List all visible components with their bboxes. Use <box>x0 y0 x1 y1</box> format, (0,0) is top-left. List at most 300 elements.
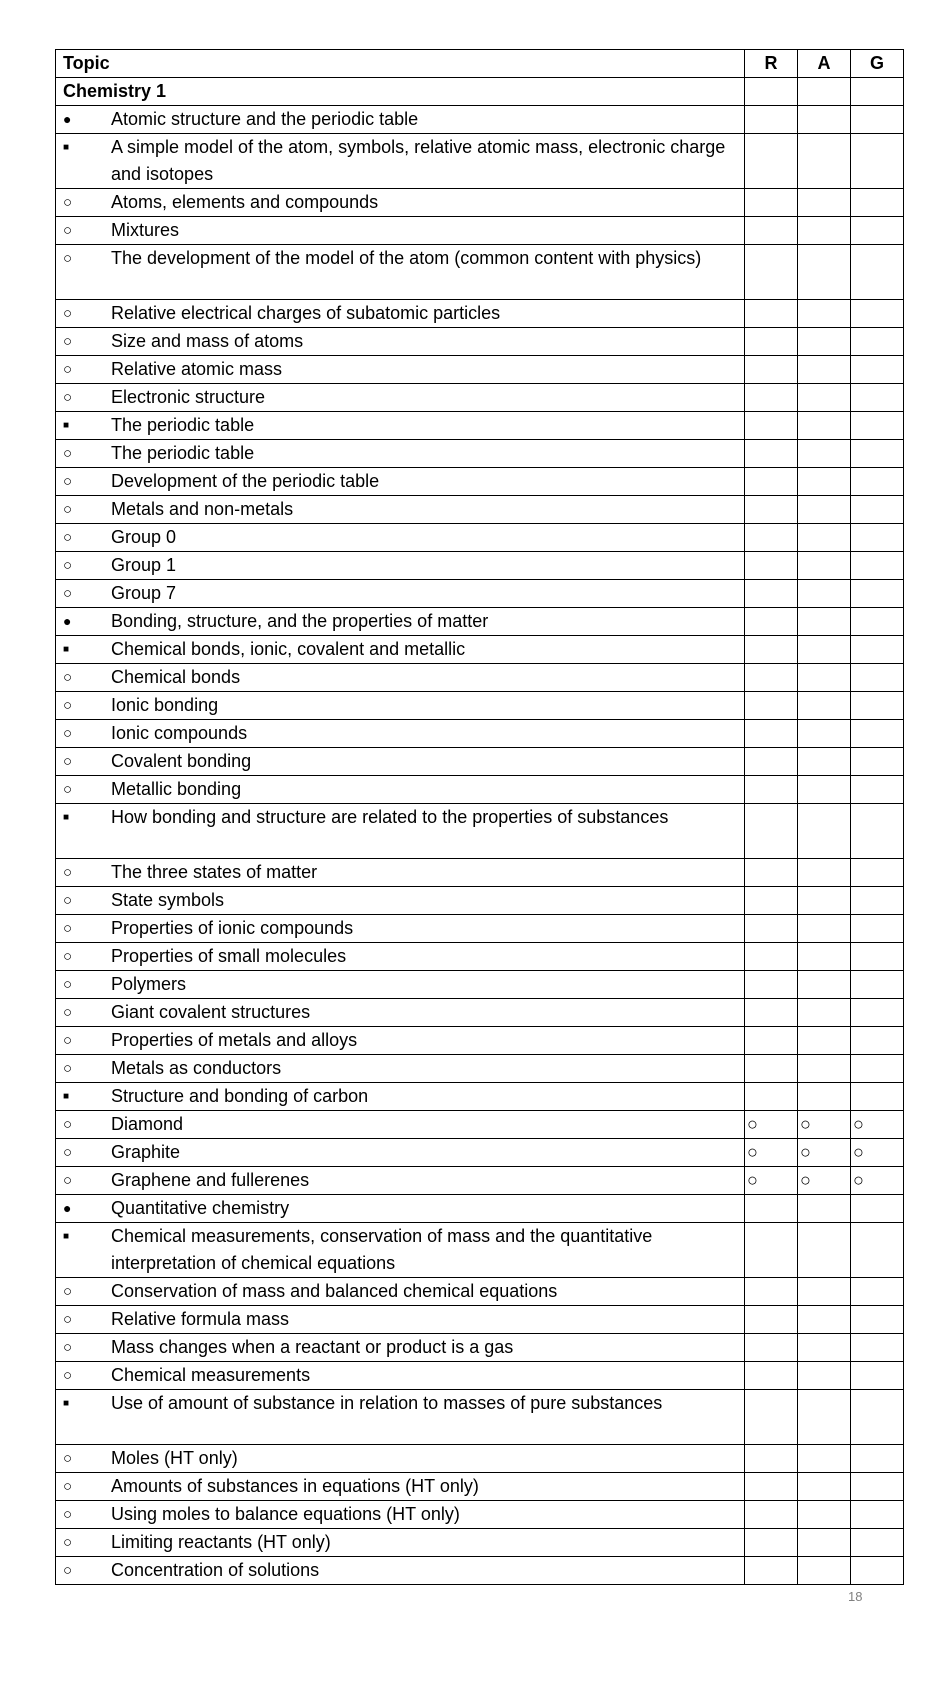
rag-cell-a[interactable] <box>798 1557 851 1585</box>
topic-label: Covalent bonding <box>111 751 252 771</box>
rag-cell-a[interactable] <box>798 1167 851 1195</box>
rag-cell-r[interactable] <box>745 356 798 384</box>
table-row <box>56 1529 904 1557</box>
topic-cell <box>56 1223 745 1278</box>
rag-cell-a[interactable] <box>798 300 851 328</box>
rag-cell-r[interactable] <box>745 1390 798 1445</box>
rag-cell-g[interactable] <box>851 328 904 356</box>
rag-cell-r[interactable] <box>745 440 798 468</box>
topic-label: The three states of matter <box>111 862 318 882</box>
rag-cell-a[interactable] <box>798 1111 851 1139</box>
rag-cell-a[interactable] <box>798 1278 851 1306</box>
rag-cell-a[interactable] <box>798 217 851 245</box>
rag-cell-r[interactable] <box>745 496 798 524</box>
table-row <box>56 440 904 468</box>
table-row <box>56 1111 904 1139</box>
topic-cell <box>56 1362 745 1390</box>
topic-label: The periodic table <box>111 443 255 463</box>
rag-cell-r[interactable] <box>745 1529 798 1557</box>
header-topic: Topic <box>56 50 745 78</box>
rag-cell-a[interactable] <box>798 1195 851 1223</box>
rag-cell-r[interactable] <box>745 1139 798 1167</box>
rag-cell-r[interactable] <box>745 328 798 356</box>
table-row <box>56 1473 904 1501</box>
rag-cell-r[interactable] <box>745 1501 798 1529</box>
disc-bullet-icon: ● <box>63 111 72 127</box>
circle-bullet-icon: ○ <box>63 697 73 714</box>
rag-cell-a[interactable] <box>798 440 851 468</box>
topic-cell <box>56 1557 745 1585</box>
rag-cell-g[interactable] <box>851 859 904 887</box>
rag-cell-g[interactable] <box>851 440 904 468</box>
topic-label: Atoms, elements and compounds <box>111 192 379 212</box>
topic-cell <box>56 971 745 999</box>
circle-bullet-icon: ○ <box>63 473 73 490</box>
topic-cell <box>56 915 745 943</box>
rag-cell-r[interactable] <box>745 971 798 999</box>
table-row <box>56 106 904 134</box>
table-row <box>56 580 904 608</box>
rag-cell-g[interactable] <box>851 1195 904 1223</box>
circle-bullet-icon: ○ <box>63 1506 73 1523</box>
rag-cell-g[interactable] <box>851 915 904 943</box>
rag-cell-r[interactable] <box>745 636 798 664</box>
topic-label: Properties of metals and alloys <box>111 1030 358 1050</box>
table-row <box>56 1390 904 1445</box>
rag-cell-a[interactable] <box>798 1445 851 1473</box>
rag-cell-g[interactable] <box>851 189 904 217</box>
rag-cell-r[interactable] <box>745 692 798 720</box>
rag-cell-g[interactable] <box>851 1501 904 1529</box>
rag-cell-g[interactable] <box>851 1083 904 1111</box>
topic-cell <box>56 1473 745 1501</box>
rag-cell-g[interactable] <box>851 804 904 859</box>
rag-cell-a[interactable] <box>798 943 851 971</box>
rag-cell-a[interactable] <box>798 720 851 748</box>
rag-cell-a[interactable] <box>798 78 851 106</box>
rag-cell-g[interactable] <box>851 524 904 552</box>
rag-cell-a[interactable] <box>798 1362 851 1390</box>
topic-label: Mass changes when a reactant or product is a gas <box>111 1337 514 1357</box>
rag-cell-a[interactable] <box>798 106 851 134</box>
rag-cell-g[interactable] <box>851 1390 904 1445</box>
rag-cell-g[interactable] <box>851 217 904 245</box>
rag-cell-r[interactable] <box>745 608 798 636</box>
rag-cell-a[interactable] <box>798 1529 851 1557</box>
topic-cell <box>56 384 745 412</box>
rag-circle-mark-icon: ○ <box>800 1114 811 1134</box>
table-row <box>56 328 904 356</box>
rag-cell-a[interactable] <box>798 134 851 189</box>
topic-label: Structure and bonding of carbon <box>111 1086 369 1106</box>
circle-bullet-icon: ○ <box>63 864 73 881</box>
topic-cell <box>56 189 745 217</box>
header-r: R <box>745 50 798 78</box>
rag-cell-a[interactable] <box>798 1334 851 1362</box>
square-bullet-icon: ■ <box>63 420 70 431</box>
rag-cell-g[interactable] <box>851 1306 904 1334</box>
rag-cell-a[interactable] <box>798 1306 851 1334</box>
rag-cell-g[interactable] <box>851 748 904 776</box>
topic-label: Amounts of substances in equations (HT only) <box>111 1476 479 1496</box>
rag-cell-a[interactable] <box>798 748 851 776</box>
table-row <box>56 1501 904 1529</box>
rag-cell-r[interactable] <box>745 552 798 580</box>
table-row <box>56 636 904 664</box>
topic-label: How bonding and structure are related to the properties of substances <box>111 807 669 827</box>
rag-cell-r[interactable] <box>745 776 798 804</box>
rag-cell-g[interactable] <box>851 1334 904 1362</box>
table-row <box>56 887 904 915</box>
square-bullet-icon: ■ <box>63 142 70 153</box>
section-row <box>56 78 904 106</box>
rag-cell-g[interactable] <box>851 999 904 1027</box>
circle-bullet-icon: ○ <box>63 1339 73 1356</box>
circle-bullet-icon: ○ <box>63 920 73 937</box>
rag-circle-mark-icon: ○ <box>853 1170 864 1190</box>
square-bullet-icon: ■ <box>63 1398 70 1409</box>
rag-cell-r[interactable] <box>745 664 798 692</box>
topic-cell <box>56 468 745 496</box>
rag-cell-r[interactable] <box>745 1167 798 1195</box>
rag-cell-g[interactable] <box>851 580 904 608</box>
rag-cell-g[interactable] <box>851 552 904 580</box>
rag-cell-g[interactable] <box>851 412 904 440</box>
rag-cell-a[interactable] <box>798 776 851 804</box>
topic-cell <box>56 804 745 859</box>
rag-cell-a[interactable] <box>798 1223 851 1278</box>
topic-label: Diamond <box>111 1114 184 1134</box>
rag-cell-a[interactable] <box>798 971 851 999</box>
header-g: G <box>851 50 904 78</box>
topic-cell <box>56 887 745 915</box>
circle-bullet-icon: ○ <box>63 529 73 546</box>
circle-bullet-icon: ○ <box>63 305 73 322</box>
rag-cell-r[interactable] <box>745 217 798 245</box>
rag-cell-a[interactable] <box>798 692 851 720</box>
topic-label: Giant covalent structures <box>111 1002 311 1022</box>
rag-cell-g[interactable] <box>851 1529 904 1557</box>
rag-cell-r[interactable] <box>745 804 798 859</box>
rag-cell-a[interactable] <box>798 1139 851 1167</box>
rag-cell-a[interactable] <box>798 189 851 217</box>
rag-cell-g[interactable] <box>851 720 904 748</box>
circle-bullet-icon: ○ <box>63 222 73 239</box>
rag-cell-g[interactable] <box>851 971 904 999</box>
rag-cell-r[interactable] <box>745 245 798 300</box>
table-row <box>56 859 904 887</box>
rag-cell-a[interactable] <box>798 859 851 887</box>
rag-cell-g[interactable] <box>851 1557 904 1585</box>
topic-label: Relative atomic mass <box>111 359 283 379</box>
rag-cell-g[interactable] <box>851 608 904 636</box>
rag-cell-g[interactable] <box>851 384 904 412</box>
topic-cell <box>56 134 745 189</box>
table-row <box>56 189 904 217</box>
rag-cell-g[interactable] <box>851 1055 904 1083</box>
rag-cell-r[interactable] <box>745 580 798 608</box>
topic-cell <box>56 776 745 804</box>
rag-cell-g[interactable] <box>851 1445 904 1473</box>
rag-cell-g[interactable] <box>851 887 904 915</box>
rag-circle-mark-icon: ○ <box>747 1170 758 1190</box>
topic-cell <box>56 1390 745 1445</box>
topic-label: Use of amount of substance in relation to masses of pure substances <box>111 1393 663 1413</box>
rag-cell-r[interactable] <box>745 106 798 134</box>
rag-cell-a[interactable] <box>798 804 851 859</box>
topic-label: Bonding, structure, and the properties of matter <box>111 611 489 631</box>
rag-cell-r[interactable] <box>745 720 798 748</box>
rag-cell-g[interactable] <box>851 1027 904 1055</box>
rag-cell-g[interactable] <box>851 245 904 300</box>
rag-cell-g[interactable] <box>851 1362 904 1390</box>
topic-cell <box>56 943 745 971</box>
circle-bullet-icon: ○ <box>63 585 73 602</box>
topic-cell <box>56 636 745 664</box>
topic-cell <box>56 1027 745 1055</box>
rag-cell-a[interactable] <box>798 1055 851 1083</box>
table-row <box>56 552 904 580</box>
topic-label: Limiting reactants (HT only) <box>111 1532 331 1552</box>
rag-cell-a[interactable] <box>798 608 851 636</box>
topic-label: Metals and non-metals <box>111 499 294 519</box>
rag-cell-a[interactable] <box>798 524 851 552</box>
circle-bullet-icon: ○ <box>63 725 73 742</box>
rag-cell-a[interactable] <box>798 552 851 580</box>
table-row <box>56 915 904 943</box>
topic-cell <box>56 328 745 356</box>
topic-label: State symbols <box>111 890 225 910</box>
rag-cell-a[interactable] <box>798 1083 851 1111</box>
topic-cell <box>56 524 745 552</box>
rag-cell-r[interactable] <box>745 1557 798 1585</box>
table-row <box>56 1027 904 1055</box>
circle-bullet-icon: ○ <box>63 976 73 993</box>
rag-cell-r[interactable] <box>745 384 798 412</box>
rag-checklist-table <box>55 49 904 1585</box>
rag-cell-r[interactable] <box>745 78 798 106</box>
header-row <box>56 50 904 78</box>
topic-label: Metallic bonding <box>111 779 242 799</box>
rag-cell-a[interactable] <box>798 468 851 496</box>
square-bullet-icon: ■ <box>63 644 70 655</box>
rag-cell-r[interactable] <box>745 1306 798 1334</box>
circle-bullet-icon: ○ <box>63 557 73 574</box>
table-row <box>56 971 904 999</box>
rag-cell-g[interactable] <box>851 943 904 971</box>
rag-cell-a[interactable] <box>798 1473 851 1501</box>
rag-cell-a[interactable] <box>798 384 851 412</box>
topic-label: Electronic structure <box>111 387 266 407</box>
rag-cell-g[interactable] <box>851 636 904 664</box>
circle-bullet-icon: ○ <box>63 892 73 909</box>
table-row <box>56 1278 904 1306</box>
rag-cell-g[interactable] <box>851 776 904 804</box>
topic-cell <box>56 300 745 328</box>
topic-label: Chemical measurements <box>111 1365 311 1385</box>
rag-cell-a[interactable] <box>798 580 851 608</box>
circle-bullet-icon: ○ <box>63 445 73 462</box>
rag-cell-g[interactable] <box>851 1473 904 1501</box>
rag-cell-r[interactable] <box>745 1083 798 1111</box>
topic-label: Size and mass of atoms <box>111 331 304 351</box>
topic-cell <box>56 748 745 776</box>
circle-bullet-icon: ○ <box>63 1311 73 1328</box>
rag-cell-r[interactable] <box>745 300 798 328</box>
table-row <box>56 1445 904 1473</box>
rag-cell-r[interactable] <box>745 748 798 776</box>
topic-label: Concentration of solutions <box>111 1560 320 1580</box>
table-row <box>56 300 904 328</box>
topic-label: Moles (HT only) <box>111 1448 238 1468</box>
topic-label: The periodic table <box>111 415 255 435</box>
rag-cell-g[interactable] <box>851 1167 904 1195</box>
circle-bullet-icon: ○ <box>63 753 73 770</box>
circle-bullet-icon: ○ <box>63 1116 73 1133</box>
circle-bullet-icon: ○ <box>63 250 73 267</box>
topic-cell <box>56 496 745 524</box>
rag-cell-a[interactable] <box>798 356 851 384</box>
topic-label: Development of the periodic table <box>111 471 380 491</box>
rag-cell-g[interactable] <box>851 468 904 496</box>
topic-label: Properties of small molecules <box>111 946 347 966</box>
rag-cell-g[interactable] <box>851 1223 904 1278</box>
rag-circle-mark-icon: ○ <box>747 1142 758 1162</box>
rag-cell-r[interactable] <box>745 134 798 189</box>
rag-cell-g[interactable] <box>851 106 904 134</box>
topic-label: Chemical bonds <box>111 667 241 687</box>
rag-cell-a[interactable] <box>798 245 851 300</box>
table-row <box>56 134 904 189</box>
topic-label: Polymers <box>111 974 187 994</box>
rag-cell-g[interactable] <box>851 1139 904 1167</box>
rag-cell-r[interactable] <box>745 1334 798 1362</box>
circle-bullet-icon: ○ <box>63 1060 73 1077</box>
topic-cell <box>56 1334 745 1362</box>
rag-cell-r[interactable] <box>745 1111 798 1139</box>
topic-cell <box>56 106 745 134</box>
rag-cell-r[interactable] <box>745 999 798 1027</box>
rag-cell-r[interactable] <box>745 1223 798 1278</box>
table-row <box>56 748 904 776</box>
rag-cell-a[interactable] <box>798 412 851 440</box>
topic-label: Atomic structure and the periodic table <box>111 109 419 129</box>
topic-cell <box>56 1306 745 1334</box>
table-row <box>56 1223 904 1278</box>
rag-cell-r[interactable] <box>745 1195 798 1223</box>
rag-cell-r[interactable] <box>745 412 798 440</box>
table-row <box>56 1083 904 1111</box>
rag-cell-r[interactable] <box>745 468 798 496</box>
topic-label: Relative electrical charges of subatomic particles <box>111 303 501 323</box>
rag-cell-a[interactable] <box>798 1390 851 1445</box>
circle-bullet-icon: ○ <box>63 948 73 965</box>
circle-bullet-icon: ○ <box>63 1534 73 1551</box>
topic-label: Group 0 <box>111 527 177 547</box>
table-row <box>56 720 904 748</box>
topic-cell <box>56 1529 745 1557</box>
topic-cell <box>56 552 745 580</box>
topic-cell <box>56 664 745 692</box>
rag-cell-a[interactable] <box>798 1501 851 1529</box>
rag-cell-a[interactable] <box>798 999 851 1027</box>
rag-circle-mark-icon: ○ <box>853 1114 864 1134</box>
table-row <box>56 1557 904 1585</box>
topic-cell <box>56 1055 745 1083</box>
table-row <box>56 524 904 552</box>
rag-cell-a[interactable] <box>798 636 851 664</box>
rag-cell-g[interactable] <box>851 1111 904 1139</box>
rag-cell-r[interactable] <box>745 1027 798 1055</box>
topic-label: Conservation of mass and balanced chemical equations <box>111 1281 558 1301</box>
table-row <box>56 468 904 496</box>
rag-cell-g[interactable] <box>851 134 904 189</box>
topic-cell <box>56 1111 745 1139</box>
circle-bullet-icon: ○ <box>63 1367 73 1384</box>
rag-cell-g[interactable] <box>851 1278 904 1306</box>
rag-cell-a[interactable] <box>798 915 851 943</box>
circle-bullet-icon: ○ <box>63 1283 73 1300</box>
rag-cell-g[interactable] <box>851 356 904 384</box>
table-row <box>56 356 904 384</box>
rag-cell-r[interactable] <box>745 1362 798 1390</box>
rag-cell-g[interactable] <box>851 496 904 524</box>
rag-cell-r[interactable] <box>745 1473 798 1501</box>
table-row <box>56 943 904 971</box>
topic-label: Graphite <box>111 1142 181 1162</box>
topic-label: Chemical bonds, ionic, covalent and metallic <box>111 639 466 659</box>
rag-cell-a[interactable] <box>798 496 851 524</box>
rag-cell-r[interactable] <box>745 943 798 971</box>
disc-bullet-icon: ● <box>63 1200 72 1216</box>
rag-cell-r[interactable] <box>745 1055 798 1083</box>
square-bullet-icon: ■ <box>63 812 70 823</box>
rag-cell-g[interactable] <box>851 692 904 720</box>
rag-cell-a[interactable] <box>798 887 851 915</box>
table-row <box>56 999 904 1027</box>
rag-cell-a[interactable] <box>798 1027 851 1055</box>
circle-bullet-icon: ○ <box>63 194 73 211</box>
topic-cell <box>56 608 745 636</box>
rag-cell-r[interactable] <box>745 915 798 943</box>
square-bullet-icon: ■ <box>63 1231 70 1242</box>
rag-cell-g[interactable] <box>851 78 904 106</box>
topic-cell <box>56 356 745 384</box>
topic-label: Chemical measurements, conservation of mass and the quantitative interpretation of chemical equations <box>111 1226 653 1273</box>
table-row <box>56 384 904 412</box>
circle-bullet-icon: ○ <box>63 1172 73 1189</box>
circle-bullet-icon: ○ <box>63 361 73 378</box>
rag-cell-r[interactable] <box>745 1445 798 1473</box>
rag-cell-g[interactable] <box>851 300 904 328</box>
rag-cell-r[interactable] <box>745 189 798 217</box>
circle-bullet-icon: ○ <box>63 1032 73 1049</box>
disc-bullet-icon: ● <box>63 613 72 629</box>
circle-bullet-icon: ○ <box>63 1562 73 1579</box>
topic-cell <box>56 1501 745 1529</box>
rag-cell-g[interactable] <box>851 664 904 692</box>
topic-cell <box>56 1445 745 1473</box>
rag-cell-r[interactable] <box>745 887 798 915</box>
rag-cell-r[interactable] <box>745 859 798 887</box>
topic-label: Properties of ionic compounds <box>111 918 354 938</box>
circle-bullet-icon: ○ <box>63 1004 73 1021</box>
rag-cell-r[interactable] <box>745 1278 798 1306</box>
rag-cell-a[interactable] <box>798 328 851 356</box>
table-row <box>56 496 904 524</box>
rag-cell-r[interactable] <box>745 524 798 552</box>
rag-cell-a[interactable] <box>798 664 851 692</box>
